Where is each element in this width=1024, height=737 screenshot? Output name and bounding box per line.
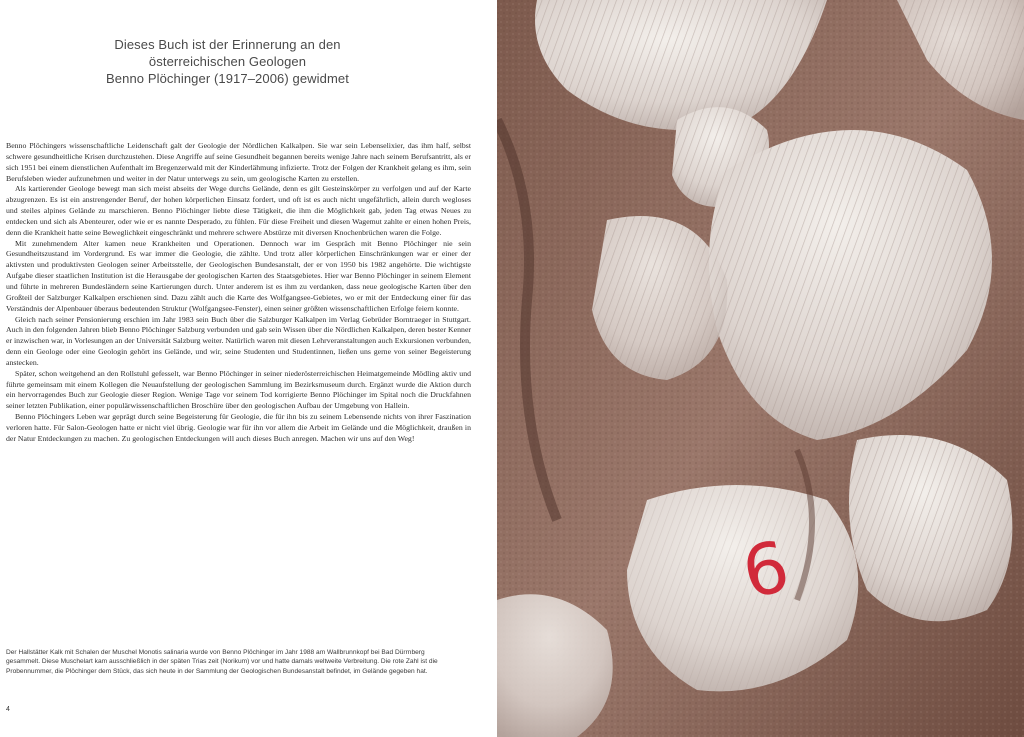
photo-caption: Der Hallstätter Kalk mit Schalen der Muschel Monotis salinaria wurde von Benno Plöchinger im Jahr 1988 am Wallbrunnkopf bei Bad Dürrnberg gesammelt. Diese Muschelart kam ausschließlich in der späten Trias zeit (Norikum) vor und hatte damals weltweite Verbreitung. Die rote Zahl ist die Probennummer, die Plöchinger dem Stück, das sich heute in der Sammlung der Geologischen Bundesanstalt befindet, im Gelände gegeben hat. [6, 649, 438, 675]
paragraph: Gleich nach seiner Pensionierung erschien im Jahr 1983 sein Buch über die Salzburger Kalkalpen im Verlag Gebrüder Borntraeger in Stuttgart. Auch in den folgenden Jahren blieb Benno Plöchinger Salzburg verbunden und gab sein Wissen über die Nördlichen Kalkalpen, deren bester Kenner er inzwischen war, in Vorlesungen an der Universität Salzburg weiter. Natürlich waren mit diesen Lehrveranstaltungen auch Exkursionen verbunden, denn ein Geologe oder eine Geologin gehört ins Gelände, und wir, seine Studenten und Studentinnen, ließen uns gerne von seiner Begeisterung anstecken. [6, 314, 471, 367]
dedication-heading [40, 36, 415, 87]
paragraph: Mit zunehmendem Alter kamen neue Krankheiten und Operationen. Dennoch war im Gespräch mit Benno Plöchinger nie sein Gesundheitszustand im Vordergrund. Es war immer die Geologie, die zählte. Und trotz aller körperlichen Einschränkungen war er einer der aktivsten und produktivsten Geologen seiner Arbeitsstelle, der Geologischen Bundesanstalt, der er von 1950 bis 1982 angehörte. Die wichtigste Aufgabe dieser staatlichen Institution ist die Herausgabe der geologischen Karten des Staatsgebietes. Hier war Benno Plöchinger in seinem Element und führte in mehreren Bundesländern seine Kartierungen durch. Unter anderem ist es ihm zu verdanken, dass neue geologische Karten über den Großteil der Salzburger Kalkalpen erschienen sind. Dazu zählt auch die Karte des Wolfgangsee-Gebietes, wo er mit der Entdeckung einer für das Verständnis der Alpenbauer überaus bedeutenden Struktur (Wolfgangsee-Fenster), einen seiner größten wissenschaftlichen Erfolge feiern konnte. [6, 238, 471, 313]
paragraph: Als kartierender Geologe bewegt man sich meist abseits der Wege durchs Gelände, denn es gilt Gesteinskörper zu verfolgen und auf der Karte abzugrenzen. Es ist ein anstrengender Beruf, der hohen körperlichen Einsatz fordert, und oft ist es auch nicht ungefährlich, allein durch wegloses und steiles alpines Gelände zu marschieren. Benno Plöchinger liebte diese Tätigkeit, die ihm die Möglichkeit gab, jeden Tag etwas Neues zu entdecken und sich als Abenteurer, oder wie er es nannte Desperado, zu fühlen. Für diese Freiheit und diesen Wagemut zahlte er einen hohen Preis, denn die Krankheit hatte seine Beweglichkeit eingeschränkt und mehrere schwere Abstürze mit diversen Knochenbrüchen waren die Folge. [6, 184, 471, 237]
paragraph: Benno Plöchingers wissenschaftliche Leidenschaft galt der Geologie der Nördlichen Kalkalpen. Sie war sein Lebenselixier, das ihm half, selbst schwere gesundheitliche Krisen durchzustehen. Diese Angriffe auf seine Gesundheit begannen bereits wenige Jahre nach seinem Berufsantritt, als er sich 1951 bei einem dienstlichen Aufenthalt im Bregenzerwald mit der Kinderlähmung infizierte. Trotz der Folgen der Krankheit gelang es ihm, sein Berufsleben wieder aufzunehmen und weiter in der Natur unterwegs zu sein, um geologische Karten zu erstellen. [6, 141, 471, 183]
paragraph: Benno Plöchingers Leben war geprägt durch seine Begeisterung für Geologie, die für ihn bis zu seinem Lebensende nichts von ihrer Faszination verloren hatte. Für Salon-Geologen hatte er nicht viel übrig. Geologie war für ihn vor allem die Arbeit im Gelände und die Möglichkeit, draußen in der Natur Entdeckungen zu machen. Zu geologischen Entdeckungen will auch dieses Buch anregen. Machen wir uns auf den Weg! [6, 412, 471, 443]
specimen-number: 6 [735, 525, 797, 615]
dedication-line-1: Dieses Buch ist der Erinnerung an den [114, 37, 341, 52]
page-number: 4 [6, 706, 10, 713]
fossil-rock-image [497, 0, 1024, 737]
dedication-line-2: österreichischen Geologen [148, 54, 307, 69]
fossil-photo [497, 0, 1024, 737]
paragraph: Später, schon weitgehend an den Rollstuhl gefesselt, war Benno Plöchinger in seiner niederösterreichischen Heimatgemeinde Mödling aktiv und führte gemeinsam mit einem Kollegen die Neuaufstellung der geologischen Sammlung im Bezirksmuseum durch. Ergänzt wurde die Aktion durch ein hervorragendes Buch zur Geologie dieser Region. Wenige Tage vor seinem Tod korrigierte Benno Plöchinger im Spital noch die Druckfahnen seiner letzten Publikation, einer populärwissenschaftlichen Broschüre über den geologischen Aufbau der Umgebung von Hallein. [6, 368, 471, 411]
left-page [0, 0, 497, 737]
body-text [6, 141, 471, 445]
dedication-line-3: Benno Plöchinger (1917–2006) gewidmet [106, 71, 349, 86]
